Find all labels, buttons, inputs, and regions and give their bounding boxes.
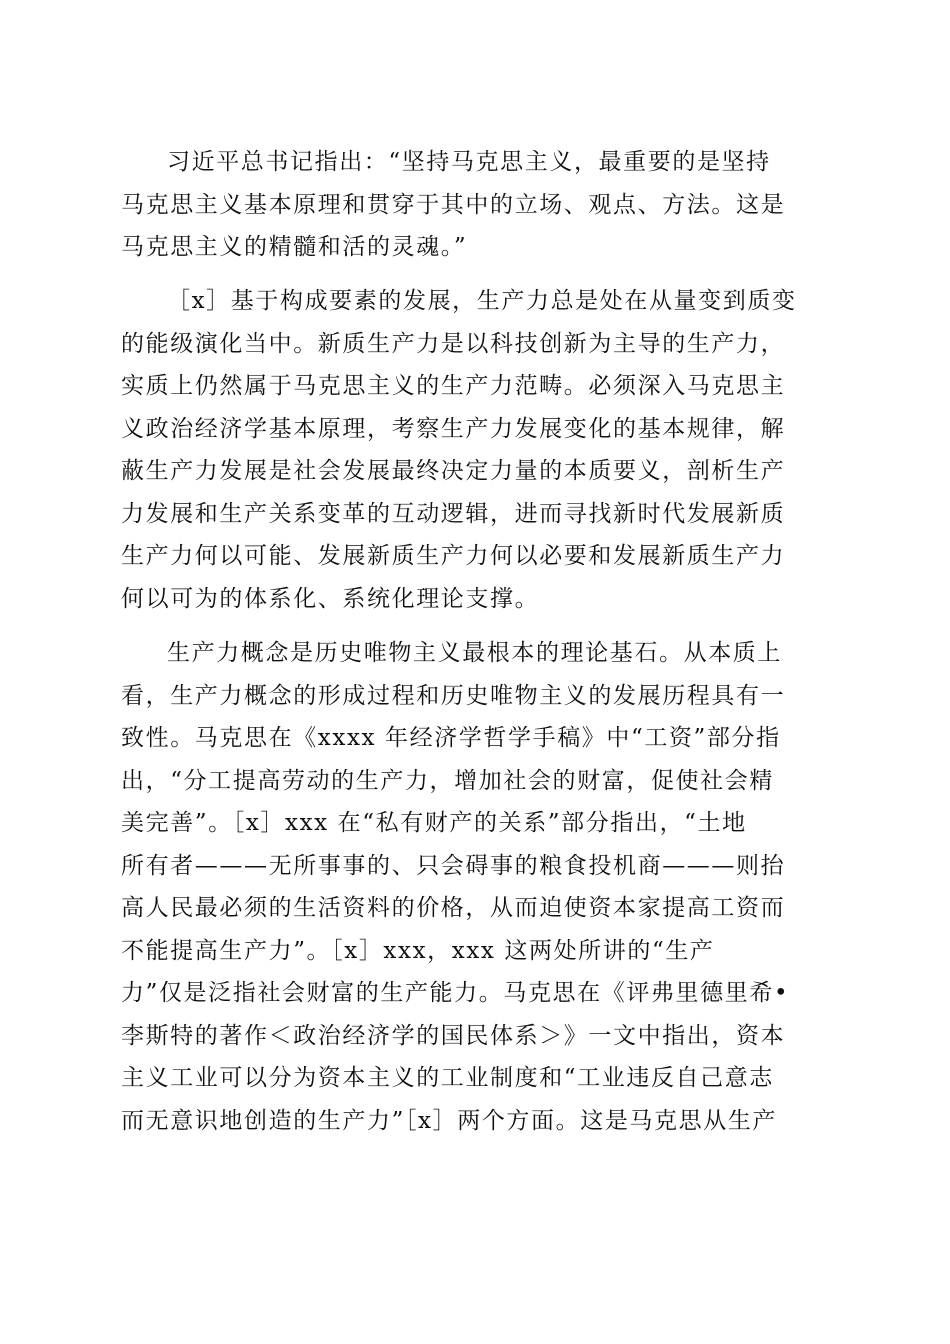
paragraph-line: 力”仅是泛指社会财富的生产能力。马克思在《评弗里德里希• <box>121 980 790 1006</box>
paragraph-1 <box>121 141 821 269</box>
paragraph-2 <box>121 280 821 620</box>
paragraph-line: 不能提高生产力”。［x］xxx，xxx 这两处所讲的“生产 <box>121 937 715 964</box>
paragraph-line: ［x］基于构成要素的发展，生产力总是处在从量变到质变 <box>167 288 797 314</box>
paragraph-line: 看，生产力概念的形成过程和历史唯物主义的发展历程具有一 <box>121 682 786 709</box>
paragraph-line: 马克思主义的精髓和活的灵魂。” <box>121 234 468 260</box>
paragraph-line: 马克思主义基本原理和贯穿于其中的立场、观点、方法。这是 <box>121 191 786 218</box>
paragraph-line: 所有者———无所事事的、只会碍事的粮食投机商———则抬 <box>121 852 786 879</box>
paragraph-line: 实质上仍然属于马克思主义的生产力范畴。必须深入马克思主 <box>121 373 786 399</box>
paragraph-line: 美完善”。［x］xxx 在“私有财产的关系”部分指出，“土地 <box>121 810 747 836</box>
paragraph-line: 李斯特的著作＜政治经济学的国民体系＞》一文中指出，资本 <box>121 1022 786 1049</box>
paragraph-line: 义政治经济学基本原理，考察生产力发展变化的基本规律，解 <box>121 415 786 442</box>
paragraph-line: 力发展和生产关系变革的互动逻辑，进而寻找新时代发展新质 <box>121 500 786 527</box>
paragraph-line: 蔽生产力发展是社会发展最终决定力量的本质要义，剖析生产 <box>121 458 786 484</box>
paragraph-line: 高人民最必须的生活资料的价格，从而迫使资本家提高工资而 <box>121 895 786 921</box>
paragraph-3 <box>121 632 821 1142</box>
paragraph-line: 的能级演化当中。新质生产力是以科技创新为主导的生产力， <box>121 330 786 357</box>
paragraph-line: 致性。马克思在《xxxx 年经济学哲学手稿》中“工资”部分指 <box>121 725 781 751</box>
paragraph-line: 何以可为的体系化、系统化理论支撑。 <box>121 585 540 612</box>
paragraph-line: 而无意识地创造的生产力”［x］两个方面。这是马克思从生产 <box>121 1107 778 1134</box>
paragraph-line: 生产力何以可能、发展新质生产力何以必要和发展新质生产力 <box>121 543 786 569</box>
paragraph-line: 生产力概念是历史唯物主义最根本的理论基石。从本质上 <box>167 640 782 666</box>
paragraph-line: 主义工业可以分为资本主义的工业制度和“工业违反自己意志 <box>121 1065 774 1091</box>
paragraph-line: 出，“分工提高劳动的生产力，增加社会的财富，促使社会精 <box>121 767 774 794</box>
paragraph-line: 习近平总书记指出：“坚持马克思主义，最重要的是坚持 <box>167 149 771 175</box>
